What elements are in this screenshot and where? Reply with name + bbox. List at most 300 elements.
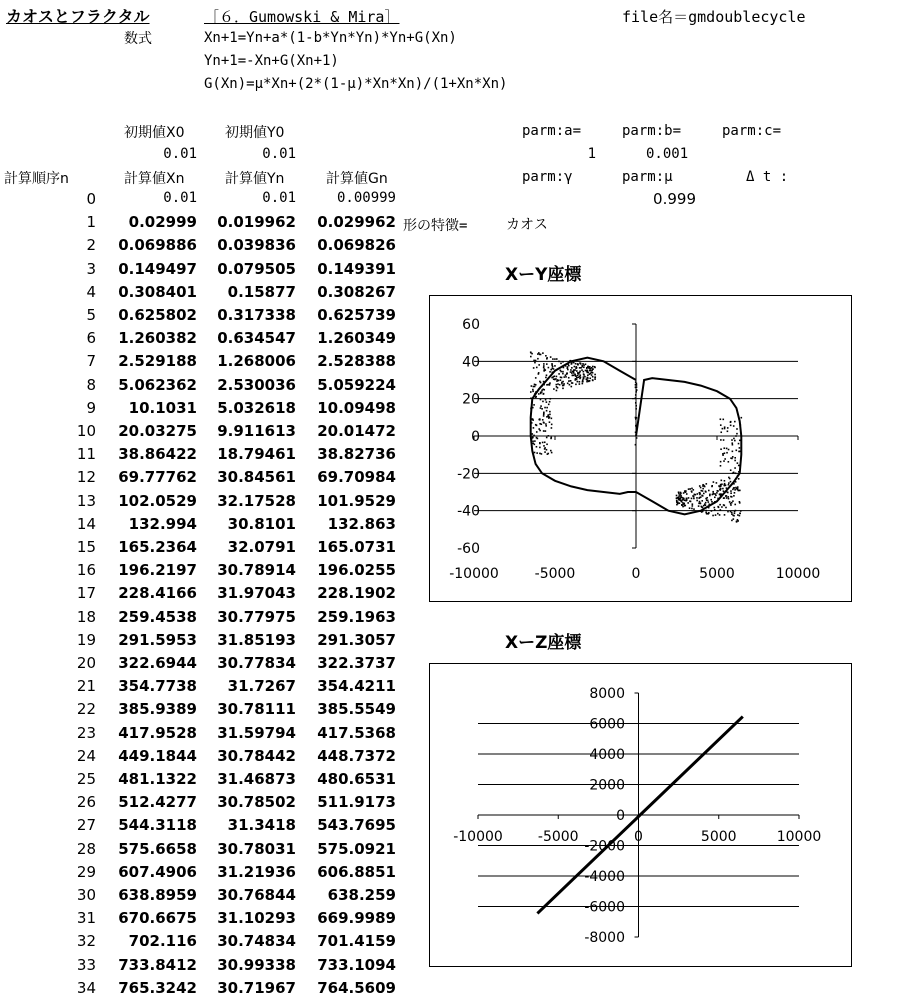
cell-n: 22	[76, 700, 96, 719]
cell-yn: 2.530036	[217, 375, 296, 394]
scatter-point	[539, 442, 541, 444]
scatter-point	[573, 369, 575, 371]
scatter-point	[541, 389, 543, 391]
formula-line-3: G(Xn)=μ*Xn+(2*(1-μ)*Xn*Xn)/(1+Xn*Xn)	[204, 76, 508, 92]
scatter-point	[720, 509, 722, 511]
scatter-point	[725, 507, 727, 509]
scatter-point	[737, 514, 739, 516]
scatter-point	[552, 376, 554, 378]
scatter-point	[574, 366, 576, 368]
scatter-point	[546, 384, 548, 386]
cell-xn: 196.2197	[118, 561, 197, 580]
cell-gn: 165.0731	[317, 538, 396, 556]
scatter-point	[546, 443, 548, 445]
scatter-point	[721, 480, 723, 482]
scatter-point	[732, 444, 734, 446]
scatter-point	[567, 364, 569, 366]
scatter-point	[636, 386, 638, 388]
scatter-point	[591, 367, 593, 369]
scatter-point	[705, 504, 707, 506]
scatter-point	[588, 367, 590, 369]
scatter-point	[702, 495, 704, 497]
scatter-point	[538, 393, 540, 395]
scatter-point	[706, 499, 708, 501]
cell-xn: 607.4906	[118, 862, 197, 881]
scatter-point	[678, 493, 680, 495]
scatter-point	[726, 495, 728, 497]
scatter-point	[545, 355, 547, 357]
scatter-point	[550, 356, 552, 358]
param-mu-label: parm:μ	[622, 169, 673, 185]
scatter-point	[734, 440, 736, 442]
scatter-point	[724, 483, 726, 485]
scatter-point	[546, 357, 548, 359]
scatter-point	[705, 491, 707, 493]
cell-yn: 5.032618	[217, 398, 296, 417]
scatter-point	[738, 443, 740, 445]
scatter-point	[700, 487, 702, 489]
scatter-point	[699, 485, 701, 487]
scatter-point	[543, 384, 545, 386]
scatter-point	[739, 513, 741, 515]
scatter-point	[571, 363, 573, 365]
scatter-point	[584, 376, 586, 378]
cell-xn: 69.77762	[118, 468, 197, 487]
cell-xn: 0.069886	[118, 236, 197, 255]
scatter-point	[545, 430, 547, 432]
x-tick-label: 10000	[776, 829, 822, 845]
cell-n: 3	[86, 259, 96, 278]
scatter-point	[532, 407, 534, 409]
scatter-point	[635, 402, 637, 404]
y-tick-label: -8000	[584, 930, 625, 946]
scatter-point	[720, 439, 722, 441]
scatter-point	[636, 426, 638, 428]
chart-xy-title: XーY座標	[505, 265, 582, 285]
scatter-point	[687, 502, 689, 504]
scatter-point	[741, 417, 743, 419]
scatter-point	[722, 454, 724, 456]
scatter-point	[734, 492, 736, 494]
scatter-point	[559, 384, 561, 386]
cell-n: 1	[86, 213, 96, 232]
scatter-point	[558, 373, 560, 375]
cell-n: 33	[76, 955, 96, 974]
scatter-point	[738, 465, 740, 467]
scatter-point	[592, 376, 594, 378]
scatter-point	[551, 364, 553, 366]
x-tick-label: -5000	[537, 829, 579, 845]
cell-n: 7	[86, 352, 96, 371]
cell-yn: 30.78111	[217, 700, 296, 719]
param-b-value: 0.001	[646, 146, 689, 162]
scatter-point	[530, 391, 532, 393]
scatter-point	[720, 431, 722, 433]
section-subtitle: ［６．Gumowski & Mira］	[204, 8, 400, 26]
scatter-point	[589, 370, 591, 372]
scatter-point	[577, 372, 579, 374]
cell-n: 30	[76, 886, 96, 904]
scatter-point	[717, 513, 719, 515]
scatter-point	[543, 415, 545, 417]
cell-xn: 291.5953	[118, 630, 197, 649]
scatter-point	[538, 373, 540, 375]
scatter-point	[689, 507, 691, 509]
scatter-point	[720, 465, 722, 467]
cell-gn: 0.069826	[317, 236, 396, 255]
scatter-point	[733, 487, 735, 489]
scatter-point	[589, 378, 591, 380]
scatter-point	[563, 376, 565, 378]
scatter-point	[545, 423, 547, 425]
scatter-point	[543, 365, 545, 367]
scatter-point	[711, 501, 713, 503]
scatter-point	[723, 460, 725, 462]
x-tick-label: 0	[634, 829, 643, 845]
cell-yn: 30.78031	[217, 839, 296, 858]
scatter-point	[730, 481, 732, 483]
scatter-point	[575, 375, 577, 377]
cell-xn: 38.86422	[118, 445, 197, 464]
scatter-point	[699, 492, 701, 494]
scatter-point	[693, 508, 695, 510]
scatter-point	[539, 447, 541, 449]
scatter-point	[734, 460, 736, 462]
scatter-point	[536, 367, 538, 369]
scatter-point	[688, 488, 690, 490]
scatter-point	[534, 440, 536, 442]
y-tick-label: -2000	[584, 838, 625, 855]
scatter-point	[724, 480, 726, 482]
cell-yn: 18.79461	[217, 445, 296, 464]
scatter-point	[724, 428, 726, 430]
scatter-point	[549, 401, 551, 403]
y-tick-label: 40	[462, 354, 480, 371]
y-tick-label: 20	[462, 391, 480, 408]
scatter-point	[543, 413, 545, 415]
cell-gn: 701.4159	[317, 932, 396, 951]
scatter-point	[717, 506, 719, 508]
scatter-point	[739, 490, 741, 492]
scatter-point	[532, 440, 534, 442]
y-tick-label: 60	[462, 317, 480, 333]
scatter-point	[714, 502, 716, 504]
scatter-point	[734, 421, 736, 423]
scatter-point	[740, 424, 742, 426]
cell-xn: 733.8412	[118, 955, 197, 974]
scatter-point	[717, 490, 719, 492]
scatter-point	[717, 498, 719, 500]
scatter-point	[685, 490, 687, 492]
scatter-point	[558, 361, 560, 363]
scatter-point	[726, 487, 728, 489]
y-tick-label: -4000	[584, 869, 625, 885]
scatter-point	[533, 367, 535, 369]
scatter-point	[678, 495, 680, 497]
scatter-point	[680, 495, 682, 497]
scatter-point	[635, 408, 637, 410]
scatter-point	[579, 367, 581, 369]
cell-gn: 543.7695	[317, 816, 396, 835]
cell-n: 25	[76, 770, 96, 788]
cell-yn: 30.78442	[217, 746, 296, 765]
scatter-point	[568, 377, 570, 379]
scatter-point	[705, 502, 707, 504]
cell-xn: 0.625802	[118, 306, 197, 324]
scatter-point	[731, 513, 733, 515]
cell-yn: 31.85193	[217, 630, 296, 649]
scatter-point	[734, 511, 736, 513]
scatter-point	[583, 371, 585, 373]
cell-xn: 449.1844	[118, 746, 197, 765]
scatter-point	[543, 430, 545, 432]
scatter-point	[585, 370, 587, 372]
cell-xn: 2.529188	[118, 352, 197, 371]
scatter-point	[723, 439, 725, 441]
cell-xn: 5.062362	[118, 375, 197, 394]
scatter-point	[732, 500, 734, 502]
scatter-point	[730, 496, 732, 498]
cell-n: 6	[86, 329, 96, 348]
scatter-point	[708, 490, 710, 492]
scatter-point	[546, 374, 548, 376]
scatter-point	[531, 433, 533, 435]
scatter-point	[711, 486, 713, 488]
cell-gn: 101.9529	[317, 491, 396, 510]
cell-yn: 0.317338	[217, 306, 296, 324]
scatter-point	[583, 378, 585, 380]
scatter-point	[551, 418, 553, 420]
scatter-point	[740, 510, 742, 512]
cell-gn: 196.0255	[317, 561, 396, 580]
scatter-point	[578, 376, 580, 378]
scatter-point	[533, 395, 535, 397]
scatter-point	[576, 370, 578, 372]
scatter-point	[586, 379, 588, 381]
scatter-point	[549, 411, 551, 413]
scatter-point	[726, 452, 728, 454]
scatter-point	[728, 484, 730, 486]
scatter-point	[545, 399, 547, 401]
scatter-point	[530, 408, 532, 410]
scatter-point	[731, 512, 733, 514]
scatter-point	[719, 504, 721, 506]
scatter-point	[729, 501, 731, 503]
scatter-point	[585, 363, 587, 365]
scatter-point	[556, 386, 558, 388]
cell-n: 29	[76, 862, 96, 881]
cell-xn: 638.8959	[118, 886, 197, 904]
scatter-point	[552, 358, 554, 360]
scatter-point	[551, 371, 553, 373]
scatter-point	[540, 407, 542, 409]
scatter-point	[732, 472, 734, 474]
scatter-point	[703, 493, 705, 495]
cell-n: 10	[76, 422, 96, 440]
col-header-gn: 計算値Gn	[326, 171, 388, 187]
scatter-point	[544, 407, 546, 409]
cell-gn: 480.6531	[317, 770, 396, 788]
scatter-point	[550, 437, 552, 439]
cell-n: 8	[86, 375, 96, 394]
scatter-point	[577, 381, 579, 383]
cell-xn: 165.2364	[118, 538, 197, 556]
y-tick-label: -6000	[584, 899, 625, 916]
scatter-point	[561, 377, 563, 379]
scatter-point	[735, 478, 737, 480]
scatter-point	[543, 412, 545, 414]
scatter-point	[544, 441, 546, 443]
scatter-point	[552, 368, 554, 370]
cell-gn: 638.259	[327, 886, 396, 904]
scatter-point	[557, 379, 559, 381]
scatter-point	[570, 380, 572, 382]
scatter-point	[565, 365, 567, 367]
scatter-point	[556, 384, 558, 386]
cell-yn: 0.079505	[217, 259, 296, 278]
y-tick-label: 4000	[589, 747, 625, 763]
scatter-point	[582, 383, 584, 385]
cell-xn: 481.1322	[118, 770, 197, 788]
cell-gn: 291.3057	[317, 630, 396, 649]
scatter-point	[707, 501, 709, 503]
scatter-point	[575, 363, 577, 365]
cell-xn: 228.4166	[118, 584, 197, 603]
scatter-point	[587, 370, 589, 372]
cell-gn: 385.5549	[317, 700, 396, 719]
cell-n: 16	[76, 561, 96, 580]
cell-xn: 702.116	[128, 932, 197, 951]
scatter-point	[724, 514, 726, 516]
scatter-point	[733, 425, 735, 427]
cell-gn: 228.1902	[317, 584, 396, 603]
scatter-point	[698, 497, 700, 499]
cell-gn: 10.09498	[317, 398, 396, 417]
cell-xn: 1.260382	[118, 329, 197, 348]
scatter-point	[723, 497, 725, 499]
scatter-point	[726, 491, 728, 493]
scatter-point	[536, 425, 538, 427]
scatter-point	[546, 449, 548, 451]
scatter-point	[583, 366, 585, 368]
scatter-point	[547, 453, 549, 455]
cell-xn: 20.03275	[118, 422, 197, 440]
scatter-point	[708, 504, 710, 506]
cell-n: 4	[86, 282, 96, 301]
scatter-point	[567, 383, 569, 385]
scatter-point	[550, 450, 552, 452]
y-tick-label: 0	[471, 429, 480, 445]
scatter-point	[636, 383, 638, 385]
scatter-point	[715, 494, 717, 496]
scatter-point	[549, 414, 551, 416]
chart-xz-title: XーZ座標	[505, 633, 582, 653]
cell-yn: 30.78914	[217, 561, 296, 580]
scatter-point	[536, 452, 538, 454]
scatter-point	[581, 366, 583, 368]
cell-xn: 259.4538	[118, 607, 197, 626]
scatter-point	[688, 497, 690, 499]
cell-gn: 511.9173	[317, 793, 396, 812]
cell-yn: 31.7267	[227, 677, 296, 696]
cell-yn: 30.76844	[217, 886, 296, 904]
scatter-point	[682, 497, 684, 499]
param-c-label: parm:c=	[722, 123, 782, 139]
scatter-point	[546, 407, 548, 409]
scatter-point	[545, 425, 547, 427]
scatter-point	[568, 380, 570, 382]
scatter-point	[686, 498, 688, 500]
scatter-point	[556, 376, 558, 378]
cell-xn: 544.3118	[118, 816, 197, 835]
cell-gn: 0.308267	[317, 282, 396, 301]
cell-n: 5	[86, 306, 96, 324]
scatter-point	[728, 482, 730, 484]
scatter-point	[703, 505, 705, 507]
cell-n: 24	[76, 746, 96, 765]
scatter-point	[539, 430, 541, 432]
cell-gn: 20.01472	[317, 422, 396, 440]
scatter-point	[685, 499, 687, 501]
cell-yn: 30.8101	[227, 514, 296, 533]
scatter-point	[684, 499, 686, 501]
scatter-point	[539, 453, 541, 455]
cell-gn: 0.149391	[317, 259, 396, 278]
y-tick-label: 8000	[589, 686, 625, 702]
scatter-point	[691, 508, 693, 510]
scatter-point	[546, 410, 548, 412]
scatter-point	[542, 401, 544, 403]
scatter-point	[714, 496, 716, 498]
scatter-point	[682, 499, 684, 501]
chart-xz	[429, 663, 852, 967]
scatter-point	[556, 358, 558, 360]
scatter-point	[579, 370, 581, 372]
scatter-point	[540, 399, 542, 401]
scatter-point	[563, 383, 565, 385]
scatter-point	[560, 371, 562, 373]
scatter-point	[635, 405, 637, 407]
feature-value: カオス	[506, 217, 548, 233]
scatter-point	[534, 452, 536, 454]
scatter-point	[700, 490, 702, 492]
scatter-point	[563, 367, 565, 369]
scatter-point	[705, 483, 707, 485]
scatter-point	[708, 507, 710, 509]
param-mu-value: 0.999	[653, 190, 696, 208]
scatter-point	[591, 370, 593, 372]
scatter-point	[723, 490, 725, 492]
cell-yn: 31.59794	[217, 723, 296, 742]
scatter-point	[562, 388, 564, 390]
cell-yn: 30.77834	[217, 654, 296, 672]
scatter-point	[587, 374, 589, 376]
scatter-point	[532, 389, 534, 391]
cell-xn: 132.994	[128, 514, 197, 533]
cell-n: 23	[76, 723, 96, 742]
cell-gn: 764.5609	[317, 978, 396, 997]
scatter-point	[712, 491, 714, 493]
scatter-point	[710, 499, 712, 501]
scatter-point	[635, 391, 637, 393]
scatter-point	[543, 367, 545, 369]
scatter-point	[551, 424, 553, 426]
initial-y0-value: 0.01	[262, 146, 296, 162]
scatter-point	[739, 440, 741, 442]
scatter-point	[739, 447, 741, 449]
scatter-point	[720, 418, 722, 420]
scatter-point	[636, 437, 638, 439]
